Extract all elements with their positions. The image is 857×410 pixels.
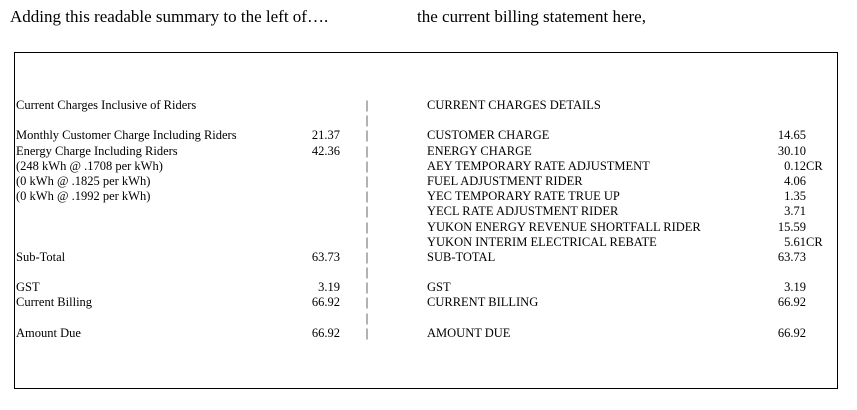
left-charge-value: [260, 174, 340, 189]
right-charge-label: [427, 311, 727, 326]
left-charge-value: [260, 204, 340, 219]
column-divider: |: [365, 265, 369, 280]
statement-row: [15, 280, 837, 295]
statement-rows: [15, 53, 837, 341]
column-divider: |: [365, 310, 369, 325]
column-divider: |: [365, 98, 369, 112]
credit-suffix: [806, 204, 824, 219]
billing-statement-box: [14, 52, 838, 389]
right-charge-value: 3.71: [784, 204, 806, 219]
right-charge-value: 0.12: [784, 158, 806, 173]
statement-row: [15, 159, 837, 174]
credit-suffix: [806, 326, 824, 341]
credit-suffix: [806, 220, 824, 235]
credit-suffix: [806, 311, 824, 326]
right-charge-value: [727, 265, 806, 280]
credit-suffix: CR: [806, 234, 823, 249]
left-charge-value: 42.36: [311, 143, 340, 158]
statement-row: [15, 128, 837, 143]
credit-suffix: [806, 113, 824, 128]
left-charge-value: 21.37: [311, 128, 340, 143]
statement-row: [15, 235, 837, 250]
column-divider: |: [365, 173, 369, 188]
column-divider: |: [365, 143, 369, 158]
left-charge-label: (0 kWh @ .1825 per kWh): [16, 173, 151, 188]
statement-row: [15, 204, 837, 219]
right-charge-value: [727, 113, 806, 128]
statement-row: [15, 189, 837, 204]
statement-row: [15, 311, 837, 326]
statement-row: [15, 113, 837, 128]
right-charge-value: 3.19: [784, 280, 806, 295]
right-charge-value: [727, 98, 806, 113]
column-divider: |: [365, 295, 369, 310]
right-charge-value: 4.06: [784, 173, 806, 188]
column-divider: |: [365, 128, 369, 143]
left-charge-label: [16, 265, 260, 280]
right-charge-value: 1.35: [784, 189, 806, 204]
right-charge-label: [427, 265, 727, 280]
credit-suffix: [806, 250, 824, 265]
right-charge-value: [727, 311, 806, 326]
right-charge-value: 14.65: [777, 128, 806, 143]
right-charge-label: YUKON INTERIM ELECTRICAL REBATE: [427, 234, 657, 249]
right-charge-label: YEC TEMPORARY RATE TRUE UP: [427, 189, 620, 204]
credit-suffix: CR: [806, 158, 823, 173]
left-charge-label: Amount Due: [16, 325, 81, 340]
left-charge-label: [16, 204, 260, 219]
left-charge-value: 3.19: [318, 280, 340, 295]
statement-row: [15, 98, 837, 113]
right-charge-label: AMOUNT DUE: [427, 325, 511, 340]
annotation-summary-note: Adding this readable summary to the left of….: [10, 7, 329, 26]
left-charge-value: [260, 113, 340, 128]
left-charge-label: Current Charges Inclusive of Riders: [16, 98, 197, 112]
statement-row: [15, 220, 837, 235]
left-charge-label: Current Billing: [16, 295, 93, 310]
credit-suffix: [806, 265, 824, 280]
column-divider: |: [365, 234, 369, 249]
column-divider: |: [365, 249, 369, 264]
statement-row: [15, 250, 837, 265]
left-charge-label: [16, 311, 260, 326]
right-charge-label: CURRENT BILLING: [427, 295, 539, 310]
right-charge-label: AEY TEMPORARY RATE ADJUSTMENT: [427, 158, 650, 173]
left-charge-value: [260, 159, 340, 174]
right-charge-label: CURRENT CHARGES DETAILS: [427, 98, 601, 112]
statement-row: [15, 265, 837, 280]
column-divider: |: [365, 280, 369, 295]
left-charge-value: [260, 311, 340, 326]
left-charge-label: [16, 235, 260, 250]
left-charge-label: GST: [16, 280, 40, 295]
right-charge-label: SUB-TOTAL: [427, 249, 496, 264]
statement-row: [15, 174, 837, 189]
left-charge-label: (248 kWh @ .1708 per kWh): [16, 158, 163, 173]
right-charge-value: 66.92: [777, 295, 806, 310]
left-charge-value: 66.92: [311, 325, 340, 340]
credit-suffix: [806, 295, 824, 310]
left-charge-value: [260, 189, 340, 204]
column-divider: |: [365, 325, 369, 340]
right-charge-value: 30.10: [777, 143, 806, 158]
column-divider: |: [365, 189, 369, 204]
credit-suffix: [806, 98, 824, 113]
right-charge-value: 63.73: [777, 249, 806, 264]
right-charge-label: GST: [427, 280, 451, 295]
left-charge-value: [260, 235, 340, 250]
statement-row: [15, 326, 837, 341]
left-charge-label: [16, 113, 260, 128]
column-divider: |: [365, 158, 369, 173]
credit-suffix: [806, 189, 824, 204]
column-divider: |: [365, 204, 369, 219]
right-charge-value: 15.59: [777, 219, 806, 234]
right-charge-label: [427, 113, 727, 128]
left-charge-value: [260, 265, 340, 280]
right-charge-label: FUEL ADJUSTMENT RIDER: [427, 173, 583, 188]
left-charge-label: [16, 220, 260, 235]
left-charge-value: [260, 98, 340, 113]
left-charge-label: (0 kWh @ .1992 per kWh): [16, 189, 151, 204]
credit-suffix: [806, 280, 824, 295]
column-divider: |: [365, 113, 369, 128]
right-charge-value: 66.92: [777, 325, 806, 340]
statement-row: [15, 144, 837, 159]
credit-suffix: [806, 144, 824, 159]
left-charge-value: 63.73: [311, 249, 340, 264]
right-charge-label: CUSTOMER CHARGE: [427, 128, 550, 143]
right-charge-label: ENERGY CHARGE: [427, 143, 532, 158]
left-charge-label: Energy Charge Including Riders: [16, 143, 178, 158]
credit-suffix: [806, 174, 824, 189]
left-charge-value: 66.92: [311, 295, 340, 310]
left-charge-label: Monthly Customer Charge Including Riders: [16, 128, 237, 143]
right-charge-label: YUKON ENERGY REVENUE SHORTFALL RIDER: [427, 219, 701, 234]
statement-row: [15, 295, 837, 310]
left-charge-label: Sub-Total: [16, 249, 66, 264]
left-charge-value: [260, 220, 340, 235]
annotation-billing-note: the current billing statement here,: [417, 7, 646, 26]
right-charge-label: YECL RATE ADJUSTMENT RIDER: [427, 204, 619, 219]
right-charge-value: 5.61: [784, 234, 806, 249]
credit-suffix: [806, 128, 824, 143]
column-divider: |: [365, 219, 369, 234]
